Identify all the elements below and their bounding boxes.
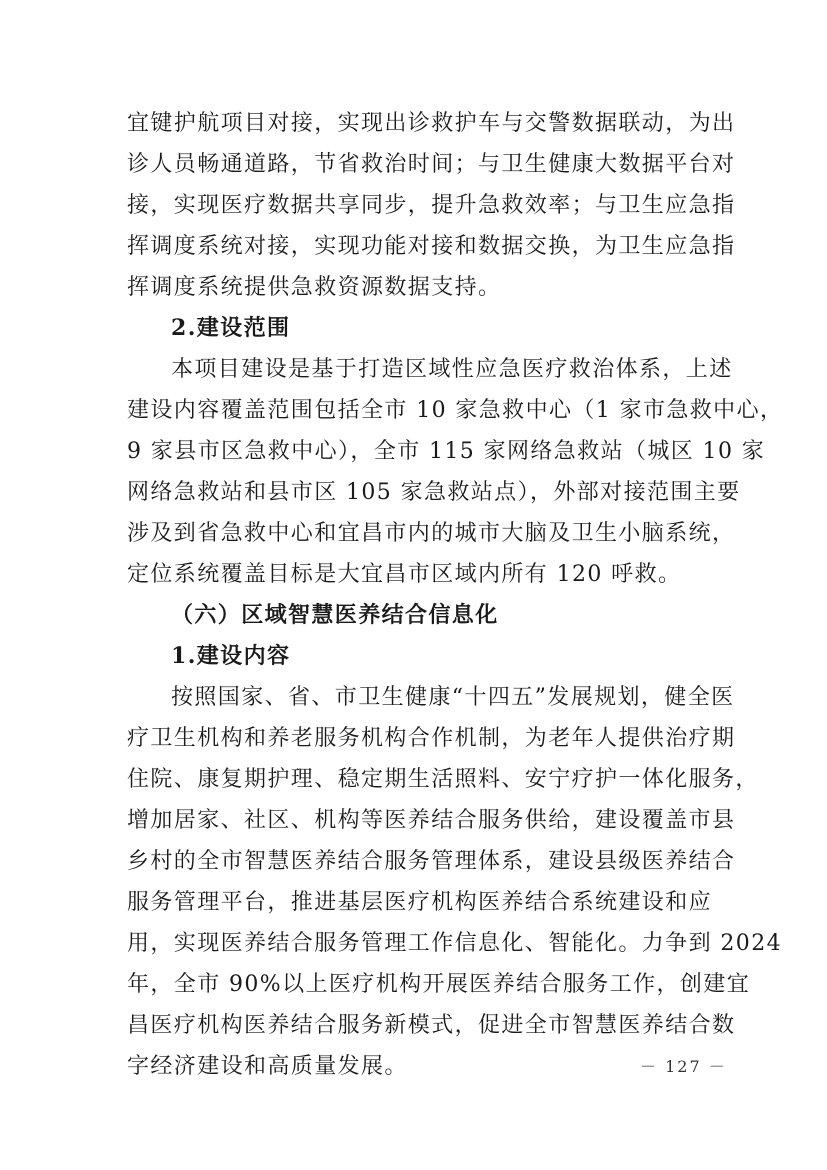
paragraph-line: 年，全市 90%以上医疗机构开展医养结合服务工作，创建宜: [127, 972, 751, 997]
paragraph-line: 建设内容覆盖范围包括全市 10 家急救中心（1 家市急救中心，: [127, 398, 784, 423]
paragraph-line: 挥调度系统提供急救资源数据支持。: [127, 275, 502, 300]
paragraph-line: 乡村的全市智慧医养结合服务管理体系，建设县级医养结合: [127, 849, 736, 874]
paragraph-line: 诊人员畅通道路，节省救治时间；与卫生健康大数据平台对: [127, 152, 736, 177]
paragraph-line: 本项目建设是基于打造区域性应急医疗救治体系，上述: [171, 357, 733, 382]
paragraph-line: 字经济建设和高质量发展。: [127, 1054, 408, 1079]
paragraph-line: 按照国家、省、市卫生健康“十四五”发展规划，健全医: [171, 685, 735, 710]
section-heading-six: （六）区域智慧医养结合信息化: [171, 602, 499, 628]
paragraph-line: 用，实现医养结合服务管理工作信息化、智能化。力争到 2024: [127, 931, 782, 956]
paragraph-line: 住院、康复期护理、稳定期生活照料、安宁疗护一体化服务，: [127, 767, 759, 792]
paragraph-line: 接，实现医疗数据共享同步，提升急救效率；与卫生应急指: [127, 193, 736, 218]
paragraph-line: 服务管理平台，推进基层医疗机构医养结合系统建设和应: [127, 890, 713, 915]
paragraph-line: 9 家县市区急救中心），全市 115 家网络急救站（城区 10 家: [127, 439, 766, 464]
paragraph-line: 定位系统覆盖目标是大宜昌市区域内所有 120 呼救。: [127, 562, 682, 587]
paragraph-line: 宜键护航项目对接，实现出诊救护车与交警数据联动，为出: [127, 111, 736, 136]
document-body: [127, 103, 784, 1087]
page-number: － 127 －: [640, 1057, 727, 1076]
paragraph-line: 增加居家、社区、机构等医养结合服务供给，建设覆盖市县: [127, 808, 736, 833]
section-heading-scope: 2.建设范围: [171, 315, 291, 341]
paragraph-line: 疗卫生机构和养老服务机构合作机制，为老年人提供治疗期: [127, 726, 736, 751]
paragraph-line: 网络急救站和县市区 105 家急救站点），外部对接范围主要: [127, 480, 741, 505]
section-heading-content: 1.建设内容: [171, 643, 291, 669]
paragraph-line: 挥调度系统对接，实现功能对接和数据交换，为卫生应急指: [127, 234, 736, 259]
paragraph-line: 昌医疗机构医养结合服务新模式，促进全市智慧医养结合数: [127, 1013, 736, 1038]
paragraph-line: 涉及到省急救中心和宜昌市内的城市大脑及卫生小脑系统，: [127, 521, 736, 546]
